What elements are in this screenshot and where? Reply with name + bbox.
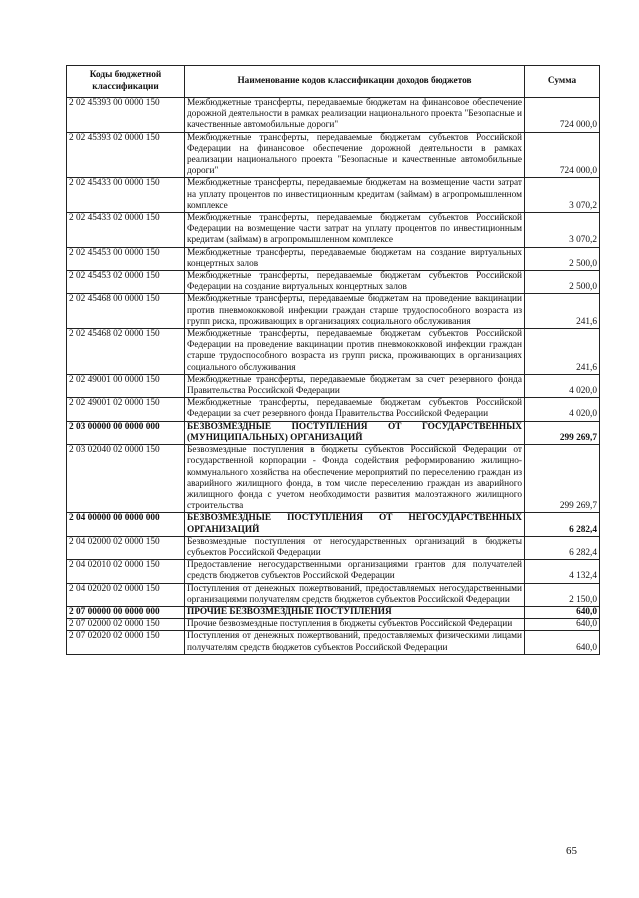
- row-name: Предоставление негосударственными организациями грантов для получателей средств бюджетов субъектов Российской Федерации: [185, 560, 525, 583]
- row-sum: 2 500,0: [525, 271, 600, 294]
- table-header-row: [67, 66, 600, 98]
- row-name: ПРОЧИЕ БЕЗВОЗМЕЗДНЫЕ ПОСТУПЛЕНИЯ: [185, 606, 525, 618]
- row-code: 2 02 49001 02 0000 150: [67, 398, 185, 421]
- row-code: 2 04 02000 02 0000 150: [67, 536, 185, 559]
- row-code: 2 07 00000 00 0000 000: [67, 606, 185, 618]
- row-sum: 2 150,0: [525, 583, 600, 606]
- table-row: [67, 374, 600, 397]
- row-code: 2 02 45393 02 0000 150: [67, 132, 185, 178]
- row-code: 2 02 45433 02 0000 150: [67, 213, 185, 248]
- row-name: Прочие безвозмездные поступления в бюджеты субъектов Российской Федерации: [185, 619, 525, 631]
- row-sum: 6 282,4: [525, 536, 600, 559]
- header-code: Коды бюджетной классификации: [67, 66, 185, 98]
- row-sum: 724 000,0: [525, 132, 600, 178]
- row-sum: 640,0: [525, 619, 600, 631]
- header-sum: Сумма: [525, 66, 600, 98]
- row-sum: 241,6: [525, 329, 600, 375]
- table-row: [67, 606, 600, 618]
- table-row: [67, 178, 600, 213]
- row-sum: 3 070,2: [525, 178, 600, 213]
- table-body: [67, 98, 600, 655]
- row-name: Поступления от денежных пожертвований, предоставляемых негосударственными организациями получателям средств бюджетов субъектов Российской Федерации: [185, 583, 525, 606]
- row-code: 2 04 02010 02 0000 150: [67, 560, 185, 583]
- row-code: 2 03 02040 02 0000 150: [67, 445, 185, 513]
- page-number: 65: [566, 845, 577, 857]
- row-code: 2 02 45393 00 0000 150: [67, 98, 185, 133]
- row-name: Межбюджетные трансферты, передаваемые бюджетам субъектов Российской Федерации на проведение вакцинации против пневмококковой инфекции граждан старше трудоспособного возраста из групп риска, проживающих в организациях социального обслуживания: [185, 329, 525, 375]
- header-name: Наименование кодов классификации доходов бюджетов: [185, 66, 525, 98]
- row-sum: 2 500,0: [525, 247, 600, 270]
- row-code: 2 07 02020 02 0000 150: [67, 631, 185, 654]
- row-name: Межбюджетные трансферты, передаваемые бюджетам на создание виртуальных концертных залов: [185, 247, 525, 270]
- row-sum: 640,0: [525, 606, 600, 618]
- row-code: 2 02 45468 02 0000 150: [67, 329, 185, 375]
- table-row: [67, 421, 600, 444]
- table-row: [67, 560, 600, 583]
- table-row: [67, 398, 600, 421]
- budget-classification-table: [66, 65, 600, 655]
- row-name: Межбюджетные трансферты, передаваемые бюджетам на возмещение части затрат на уплату процентов по инвестиционным кредитам (займам) в агропромышленном комплексе: [185, 178, 525, 213]
- row-code: 2 07 02000 02 0000 150: [67, 619, 185, 631]
- row-name: Безвозмездные поступления от негосударственных организаций в бюджеты субъектов Российской Федерации: [185, 536, 525, 559]
- row-name: Межбюджетные трансферты, передаваемые бюджетам субъектов Российской Федерации за счет резервного фонда Правительства Российской Федерации: [185, 398, 525, 421]
- row-name: Межбюджетные трансферты, передаваемые бюджетам за счет резервного фонда Правительства Российской Федерации: [185, 374, 525, 397]
- row-sum: 4 020,0: [525, 374, 600, 397]
- table-row: [67, 619, 600, 631]
- row-name: БЕЗВОЗМЕЗДНЫЕ ПОСТУПЛЕНИЯ ОТ НЕГОСУДАРСТВЕННЫХ ОРГАНИЗАЦИЙ: [185, 513, 525, 536]
- row-sum: 299 269,7: [525, 421, 600, 444]
- row-name: Межбюджетные трансферты, передаваемые бюджетам на проведение вакцинации против пневмококковой инфекции граждан старше трудоспособного возраста из групп риска, проживающих в организациях социального обслуживания: [185, 294, 525, 329]
- row-name: Межбюджетные трансферты, передаваемые бюджетам субъектов Российской Федерации на финансовое обеспечение дорожной деятельности в рамках реализации национального проекта "Безопасные и качественные автомобильные дороги": [185, 132, 525, 178]
- row-sum: 4 132,4: [525, 560, 600, 583]
- row-sum: 241,6: [525, 294, 600, 329]
- row-code: 2 02 49001 00 0000 150: [67, 374, 185, 397]
- row-sum: 3 070,2: [525, 213, 600, 248]
- row-code: 2 04 00000 00 0000 000: [67, 513, 185, 536]
- row-code: 2 02 45468 00 0000 150: [67, 294, 185, 329]
- table-row: [67, 536, 600, 559]
- table-row: [67, 98, 600, 133]
- row-name: Межбюджетные трансферты, передаваемые бюджетам субъектов Российской Федерации на создание виртуальных концертных залов: [185, 271, 525, 294]
- table-row: [67, 294, 600, 329]
- table-row: [67, 513, 600, 536]
- row-name: Безвозмездные поступления в бюджеты субъектов Российской Федерации от государственной корпорации - Фонда содействия реформированию жилищно-коммунального хозяйства на обеспечение мероприятий по переселению граждан из аварийного жилищного фонда, в том числе переселению граждан из аварийного жилищного фонда с учетом необходимости развития малоэтажного жилищного строительства: [185, 445, 525, 513]
- row-code: 2 02 45453 02 0000 150: [67, 271, 185, 294]
- table-row: [67, 213, 600, 248]
- table-row: [67, 329, 600, 375]
- row-code: 2 04 02020 02 0000 150: [67, 583, 185, 606]
- row-name: Поступления от денежных пожертвований, предоставляемых физическими лицами получателям средств бюджетов субъектов Российской Федерации: [185, 631, 525, 654]
- table-row: [67, 247, 600, 270]
- table-row: [67, 631, 600, 654]
- row-name: Межбюджетные трансферты, передаваемые бюджетам субъектов Российской Федерации на возмещение части затрат на уплату процентов по инвестиционным кредитам (займам) в агропромышленном комплексе: [185, 213, 525, 248]
- row-sum: 6 282,4: [525, 513, 600, 536]
- row-code: 2 02 45433 00 0000 150: [67, 178, 185, 213]
- table-row: [67, 271, 600, 294]
- table-row: [67, 445, 600, 513]
- table-row: [67, 132, 600, 178]
- row-name: БЕЗВОЗМЕЗДНЫЕ ПОСТУПЛЕНИЯ ОТ ГОСУДАРСТВЕННЫХ (МУНИЦИПАЛЬНЫХ) ОРГАНИЗАЦИЙ: [185, 421, 525, 444]
- row-sum: 299 269,7: [525, 445, 600, 513]
- row-code: 2 03 00000 00 0000 000: [67, 421, 185, 444]
- table-row: [67, 583, 600, 606]
- row-code: 2 02 45453 00 0000 150: [67, 247, 185, 270]
- row-sum: 724 000,0: [525, 98, 600, 133]
- row-sum: 640,0: [525, 631, 600, 654]
- row-sum: 4 020,0: [525, 398, 600, 421]
- row-name: Межбюджетные трансферты, передаваемые бюджетам на финансовое обеспечение дорожной деятельности в рамках реализации национального проекта "Безопасные и качественные автомобильные дороги": [185, 98, 525, 133]
